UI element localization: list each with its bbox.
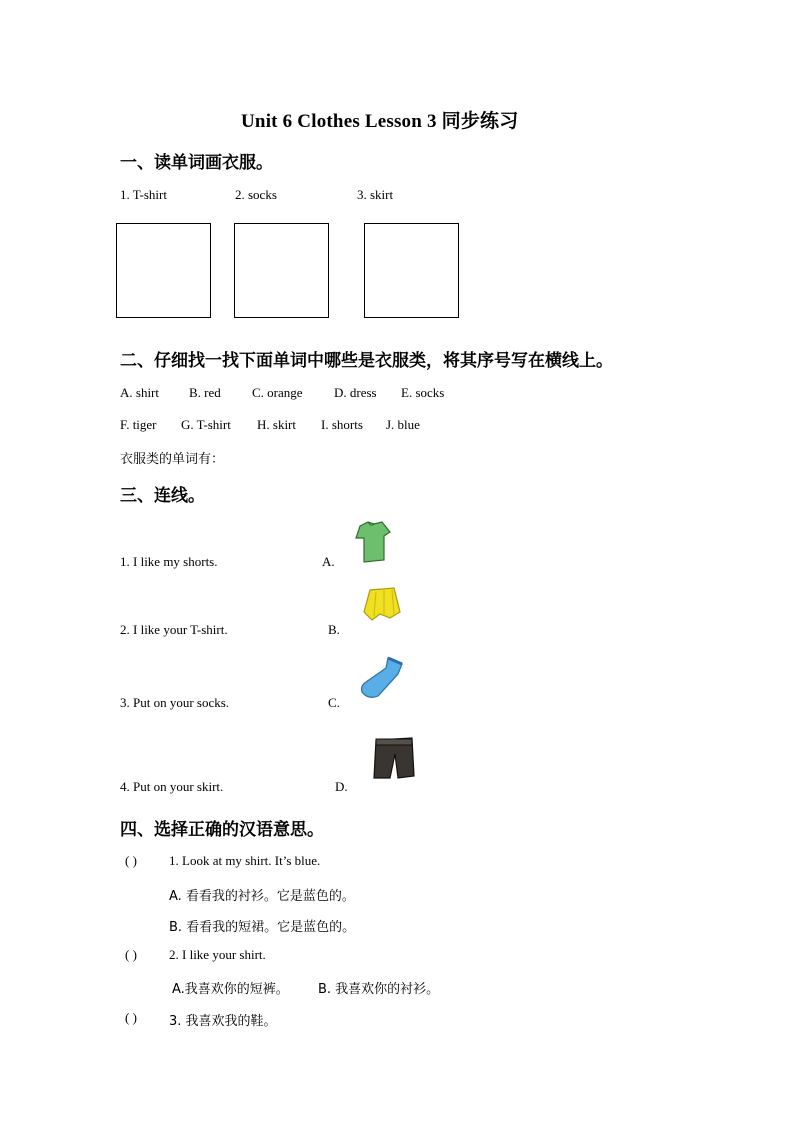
question-text: 2. I like your shirt. [169, 947, 266, 962]
section3-heading: 三、连线。 [120, 486, 205, 506]
option-item: H. skirt [257, 417, 296, 432]
option-item: J. blue [386, 417, 420, 432]
option-item: E. socks [401, 385, 445, 400]
option-item: F. tiger [120, 417, 157, 432]
drawing-box[interactable] [364, 223, 459, 318]
word-item: 1. T-shirt [120, 187, 167, 202]
answer-paren[interactable]: ( ) [125, 1010, 137, 1025]
option-item: B. red [189, 385, 221, 400]
sock-icon [358, 656, 406, 700]
option-item: I. shorts [321, 417, 363, 432]
option-b: B. 看看我的短裙。它是蓝色的。 [169, 920, 356, 935]
section4-heading: 四、选择正确的汉语意思。 [120, 820, 324, 840]
word-item: 2. socks [235, 187, 277, 202]
option-item: A. shirt [120, 385, 159, 400]
option-b: B. 我喜欢你的衬衫。 [318, 982, 440, 997]
answer-paren[interactable]: ( ) [125, 947, 137, 962]
match-sentence: 4. Put on your skirt. [120, 779, 224, 794]
section2-heading: 二、仔细找一找下面单词中哪些是衣服类，将其序号写在横线上。 [120, 351, 613, 371]
match-sentence: 1. I like my shorts. [120, 554, 218, 569]
option-item: G. T-shirt [181, 417, 231, 432]
match-letter: A. [322, 554, 335, 569]
option-item: D. dress [334, 385, 377, 400]
tshirt-icon [352, 520, 392, 564]
option-item: C. orange [252, 385, 303, 400]
match-letter: C. [328, 695, 340, 710]
page-title: Unit 6 Clothes Lesson 3 同步练习 [241, 111, 519, 132]
drawing-box[interactable] [234, 223, 329, 318]
option-a: A.我喜欢你的短裤。 [172, 982, 289, 997]
question-text: 3. 我喜欢我的鞋。 [169, 1014, 277, 1029]
match-letter: B. [328, 622, 340, 637]
drawing-box[interactable] [116, 223, 211, 318]
word-item: 3. skirt [357, 187, 394, 202]
answer-paren[interactable]: ( ) [125, 853, 137, 868]
section1-heading: 一、读单词画衣服。 [120, 153, 273, 173]
skirt-icon [360, 586, 404, 622]
match-sentence: 3. Put on your socks. [120, 695, 230, 710]
option-a: A. 看看我的衬衫。它是蓝色的。 [169, 889, 355, 904]
answer-label: 衣服类的单词有： [120, 452, 225, 467]
match-letter: D. [335, 779, 348, 794]
match-sentence: 2. I like your T-shirt. [120, 622, 228, 637]
shorts-icon [370, 736, 418, 782]
question-text: 1. Look at my shirt. It’s blue. [169, 853, 321, 868]
